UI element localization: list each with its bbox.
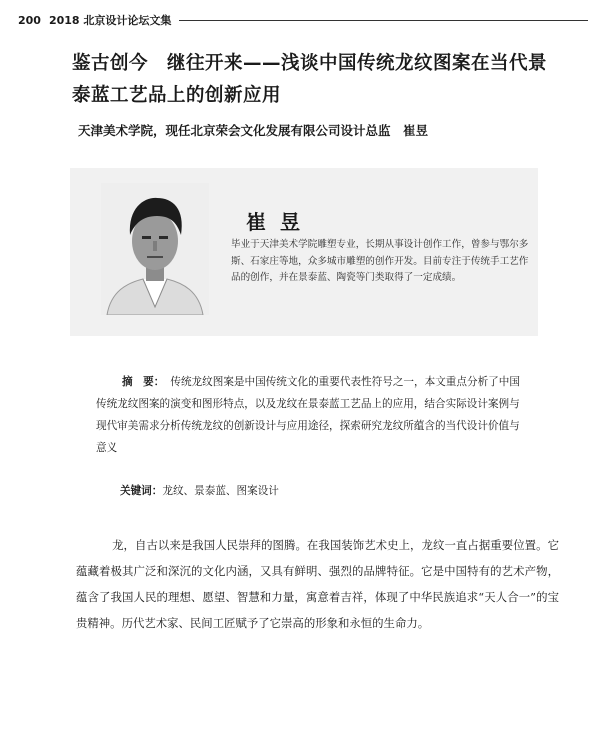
keywords-text: 龙纹、景泰蓝、图案设计: [162, 485, 279, 497]
bio-name: 崔昱: [246, 210, 314, 234]
abstract-label: 摘 要：: [122, 376, 165, 388]
running-header: [18, 10, 588, 30]
abstract: [96, 371, 526, 459]
keywords: [120, 483, 540, 498]
bio-text: 毕业于天津美术学院雕塑专业，长期从事设计创作工作，曾参与鄂尔多斯、石家庄等地，众多城市雕塑的创作开发。目前专注于传统手工艺作品的创作，并在景泰蓝、陶瓷等门类取得了一定成绩。: [231, 239, 529, 283]
header-rule: [179, 20, 588, 21]
article-title: 鉴古创今 继往开来——浅谈中国传统龙纹图案在当代景泰蓝工艺品上的创新应用: [72, 53, 548, 106]
keywords-label: 关键词：: [120, 485, 163, 497]
running-title: 2018 北京设计论坛文集: [48, 14, 172, 27]
abstract-text: 传统龙纹图案是中国传统文化的重要代表性符号之一，本文重点分析了中国传统龙纹图案的演变和图形特点，以及龙纹在景泰蓝工艺品上的应用，结合实际设计案例与现代审美需求分析传统龙纹的创新设计与应用途径，探索研究龙纹所蕴含的当代设计价值与意义: [96, 376, 520, 454]
body-paragraph: [76, 532, 559, 636]
author-photo: [101, 183, 209, 315]
portrait-icon: [101, 183, 209, 315]
page-number: 200: [18, 13, 41, 27]
author-affiliation: 天津美术学院，现任北京荣会文化发展有限公司设计总监 崔昱: [78, 123, 429, 138]
body-paragraph-text: 龙，自古以来是我国人民崇拜的图腾。在我国装饰艺术史上，龙纹一直占据重要位置。它蕴藏着极其广泛和深沉的文化内涵，又具有鲜明、强烈的品牌特征。它是中国特有的艺术产物，蕴含了我国人民的理想、愿望、智慧和力量，寓意着吉祥，体现了中华民族追求“天人合一”的宝贵精神。历代艺术家、民间工匠赋予了它崇高的形象和永恒的生命力。: [76, 538, 559, 630]
